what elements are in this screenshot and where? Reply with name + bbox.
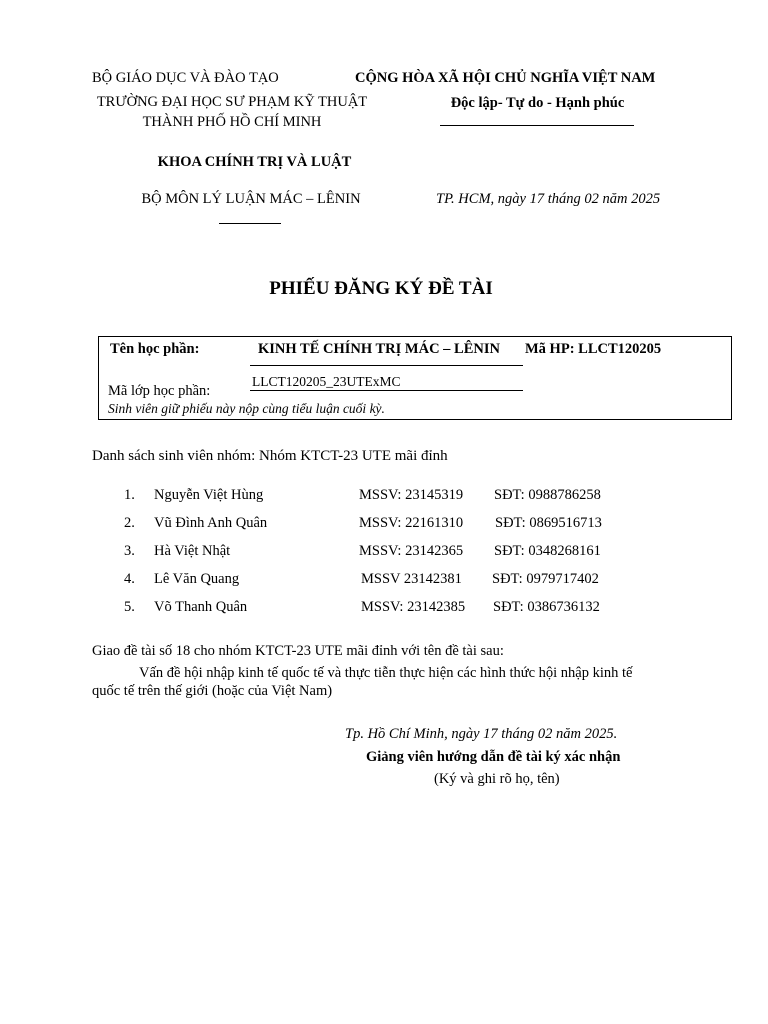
student-name: Hà Việt Nhật: [154, 543, 231, 559]
university-name-line2: THÀNH PHỐ HỒ CHÍ MINH: [142, 114, 322, 130]
student-mssv: MSSV: 23142385: [361, 599, 466, 615]
student-phone: SĐT: 0979717402: [492, 571, 599, 587]
form-title: PHIẾU ĐĂNG KÝ ĐỀ TÀI: [269, 278, 493, 299]
student-number: 1.: [124, 487, 135, 503]
course-name-underline: [250, 365, 523, 366]
topic-line-1: Vấn đề hội nhập kinh tế quốc tế và thực tiễn thực hiện các hình thức hội nhập kinh tế: [139, 665, 633, 681]
student-number: 5.: [124, 599, 135, 615]
course-info-box: [98, 336, 732, 420]
student-phone: SĐT: 0988786258: [494, 487, 601, 503]
department-underline: [219, 223, 281, 224]
student-name: Nguyễn Việt Hùng: [154, 487, 264, 503]
student-mssv: MSSV: 22161310: [359, 515, 464, 531]
student-number: 3.: [124, 543, 135, 559]
student-name: Võ Thanh Quân: [154, 599, 248, 615]
student-phone: SĐT: 0348268161: [494, 543, 601, 559]
student-name: Lê Văn Quang: [154, 571, 240, 587]
class-label: Mã lớp học phần:: [108, 383, 211, 399]
faculty-name: KHOA CHÍNH TRỊ VÀ LUẬT: [157, 154, 352, 170]
course-code: Mã HP: LLCT120205: [525, 341, 662, 357]
group-heading: Danh sách sinh viên nhóm: Nhóm KTCT-23 UTE mãi đỉnh: [92, 448, 448, 464]
student-number: 4.: [124, 571, 135, 587]
class-code: LLCT120205_23UTExMC: [252, 374, 401, 389]
student-phone: SĐT: 0869516713: [495, 515, 602, 531]
motto-underline: [440, 125, 634, 126]
place-date: TP. HCM, ngày 17 tháng 02 năm 2025: [436, 191, 661, 207]
student-mssv: MSSV: 23145319: [359, 487, 464, 503]
motto: Độc lập- Tự do - Hạnh phúc: [450, 95, 625, 111]
country-name: CỘNG HÒA XÃ HỘI CHỦ NGHĨA VIỆT NAM: [355, 70, 656, 86]
student-mssv: MSSV: 23142365: [359, 543, 464, 559]
course-name: KINH TẾ CHÍNH TRỊ MÁC – LÊNIN: [258, 341, 500, 357]
student-name: Vũ Đình Anh Quân: [154, 515, 268, 531]
student-number: 2.: [124, 515, 135, 531]
student-mssv: MSSV 23142381: [361, 571, 462, 587]
course-label: Tên học phần:: [110, 341, 200, 357]
signature-instruction: (Ký và ghi rõ họ, tên): [434, 771, 560, 787]
signature-date: Tp. Hồ Chí Minh, ngày 17 tháng 02 năm 2025.: [345, 726, 618, 742]
ministry-name: BỘ GIÁO DỤC VÀ ĐÀO TẠO: [92, 70, 279, 86]
class-code-underline: [250, 390, 523, 391]
assignment-intro: Giao đề tài số 18 cho nhóm KTCT-23 UTE mãi đỉnh với tên đề tài sau:: [92, 643, 504, 659]
topic-line-2: quốc tế trên thế giới (hoặc của Việt Nam): [92, 683, 333, 699]
submission-note: Sinh viên giữ phiếu này nộp cùng tiểu luận cuối kỳ.: [108, 401, 385, 416]
university-name-line1: TRƯỜNG ĐẠI HỌC SƯ PHẠM KỸ THUẬT: [96, 94, 368, 110]
signature-role: Giảng viên hướng dẫn đề tài ký xác nhận: [366, 749, 621, 765]
department-name: BỘ MÔN LÝ LUẬN MÁC – LÊNIN: [141, 191, 361, 207]
student-phone: SĐT: 0386736132: [493, 599, 600, 615]
